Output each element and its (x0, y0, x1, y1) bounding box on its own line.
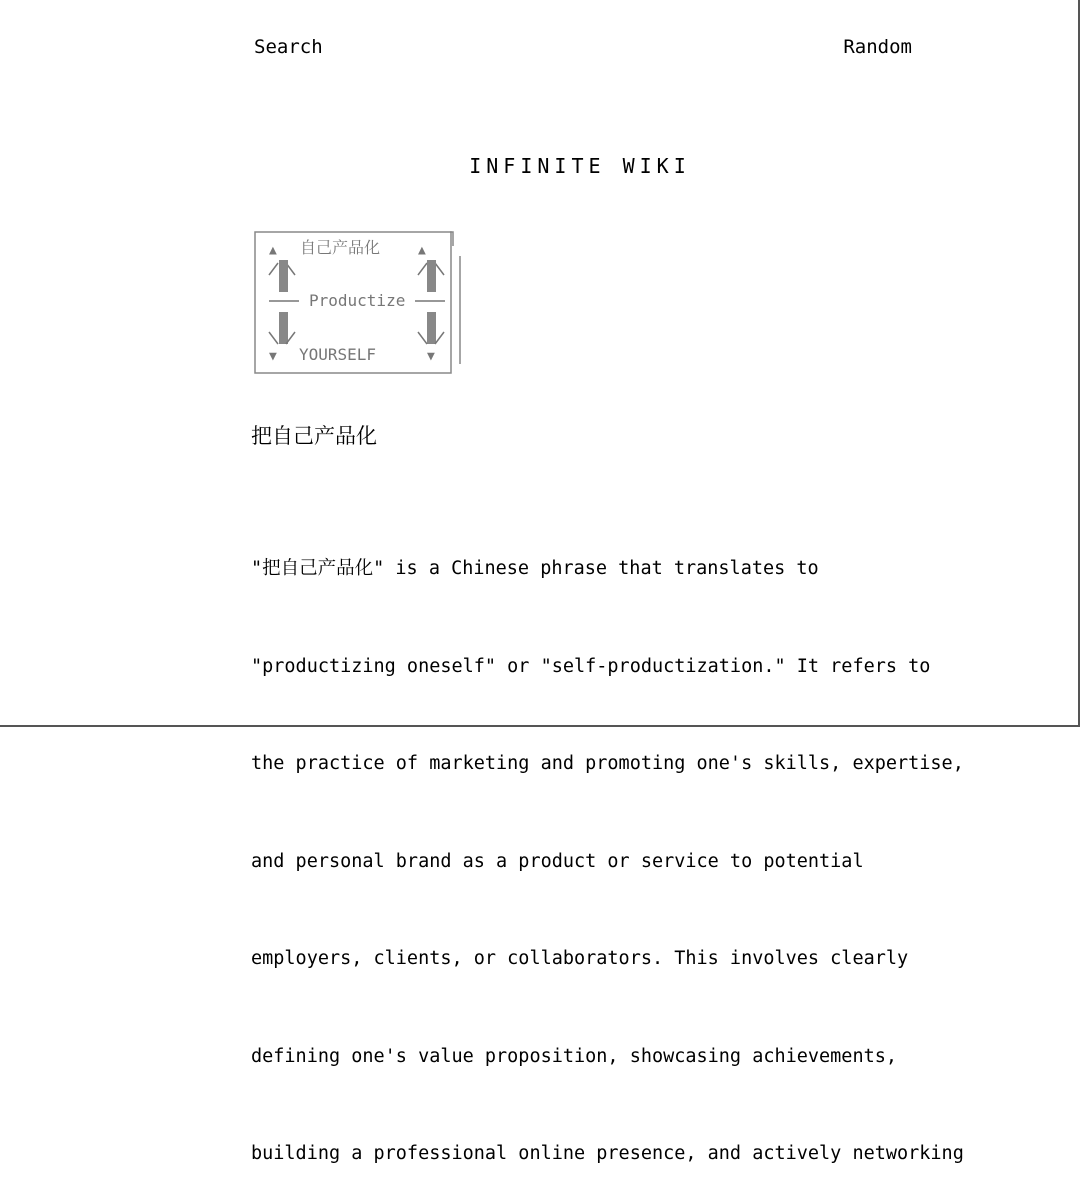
article-line[interactable]: employers, clients, or collaborators. This involves clearly (251, 948, 909, 969)
ascii-art-illustration (253, 226, 468, 378)
up-arrow-left: ▲ (269, 243, 277, 258)
random-link[interactable]: Random (843, 36, 912, 58)
figure-body-right (427, 260, 436, 292)
yourself-label: YOURSELF (299, 345, 377, 364)
down-arrow-right: ▼ (427, 349, 435, 364)
article-body (251, 488, 964, 1203)
chinese-label: 自己产品化 (300, 238, 381, 257)
down-arrow-left: ▼ (269, 349, 277, 364)
article-line[interactable]: building a professional online presence, and actively networking (251, 1143, 964, 1164)
up-arrow-right: ▲ (418, 243, 426, 258)
figure-legs-right (427, 312, 436, 344)
article-line[interactable]: the practice of marketing and promoting one's skills, expertise, (251, 753, 964, 774)
top-nav (254, 36, 912, 62)
article-line[interactable]: defining one's value proposition, showcasing achievements, (251, 1045, 898, 1067)
article-line[interactable]: "把自己产品化" is a Chinese phrase that translates to (251, 558, 819, 579)
article-heading: 把自己产品化 (251, 424, 377, 448)
productize-label: Productize (309, 291, 406, 310)
article-line[interactable]: "productizing oneself" or "self-productization." It refers to (251, 655, 931, 677)
figure-body-left (279, 260, 288, 292)
article-line[interactable]: and personal brand as a product or service to potential (251, 850, 864, 872)
site-title: INFINITE WIKI (469, 154, 691, 178)
figure-legs-left (279, 312, 288, 344)
ascii-art-svg (253, 226, 468, 378)
search-link[interactable]: Search (254, 36, 323, 58)
